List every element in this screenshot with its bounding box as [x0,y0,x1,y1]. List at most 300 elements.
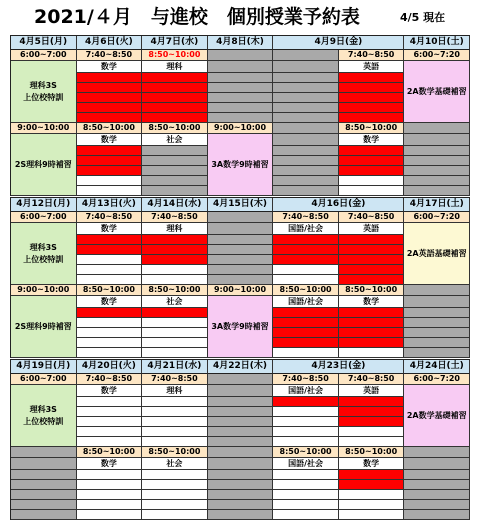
date-label: 4月12日(月) [16,199,71,209]
date-header [77,36,143,50]
slot-reserved [273,235,339,245]
special-class-label: 上位校特訓 [23,92,64,102]
slot-reserved [339,470,405,480]
slot-open [77,176,143,186]
slot-open [142,265,208,275]
subject-cell [142,296,208,308]
slot-reserved [339,245,405,255]
time-label: 7:40~8:50 [282,374,329,383]
slot-reserved [77,156,143,166]
closed-cell [404,510,470,520]
slot-reserved [339,318,405,328]
slot-reserved [339,407,405,417]
closed-cell [273,166,339,176]
subject-cell [273,458,339,470]
special-class-label: 2A英語基礎補習 [406,248,467,258]
closed-cell [208,93,274,103]
date-header [11,360,77,374]
special-class-label: 2S理科9時補習 [14,321,72,331]
closed-cell [404,296,470,308]
slot-reserved [339,275,405,285]
slot-open [142,427,208,437]
date-header [11,198,77,212]
time-cell [11,50,77,61]
time-label: 7:40~8:50 [347,374,395,383]
time-cell [77,123,143,134]
slot-open [273,510,339,520]
slot-open [273,427,339,437]
weekly-schedule [10,35,470,520]
subject-label: 国語/社会 [288,296,324,306]
time-cell [404,212,470,223]
time-cell [11,285,77,296]
special-class-label: 理科3S [29,80,57,90]
week-grid [10,35,470,196]
closed-cell [11,490,77,500]
week-grid [10,197,470,358]
date-label: 4月19日(月) [16,361,71,371]
slot-reserved [339,265,405,275]
slot-reserved [339,103,405,113]
subject-label: 英語 [363,223,380,233]
slot-open [77,470,143,480]
closed-cell [208,417,274,427]
subject-cell [142,134,208,146]
special-class-cell [208,134,274,196]
subject-label: 国語/社会 [288,385,324,395]
slot-open [273,348,339,358]
date-header [208,360,274,374]
closed-cell [208,223,274,235]
date-label: 4月8日(木) [216,37,264,47]
slot-reserved [339,166,405,176]
special-class-label: 3A数学9時補習 [211,321,269,331]
slot-reserved [77,308,143,318]
slot-reserved [273,328,339,338]
time-label: 8:50~10:00 [279,285,332,294]
date-label: 4月15日(木) [212,199,267,209]
closed-cell [404,308,470,318]
time-cell [339,212,405,223]
slot-open [77,500,143,510]
closed-cell [208,235,274,245]
subject-label: 国語/社会 [288,223,324,233]
slot-open [339,490,405,500]
slot-open [142,348,208,358]
slot-open [77,318,143,328]
time-label: 7:40~8:50 [85,374,133,383]
time-label: 7:40~8:50 [151,374,198,383]
date-header [273,36,404,50]
slot-reserved [339,417,405,427]
closed-cell [208,447,274,458]
time-cell [142,374,208,385]
subject-label: 数学 [100,458,117,468]
closed-cell [208,265,274,275]
subject-label: 英語 [363,385,380,395]
page-title: 2021/４月 与進校 個別授業予約表 [34,6,360,28]
special-class-cell [208,296,274,358]
slot-open [142,437,208,447]
slot-reserved [273,255,339,265]
time-label: 6:00~7:20 [413,374,460,383]
closed-cell [404,490,470,500]
slot-open [142,338,208,348]
slot-open [339,510,405,520]
closed-cell [208,510,274,520]
slot-open [142,328,208,338]
slot-reserved [77,73,143,83]
slot-reserved [339,397,405,407]
slot-closed [142,156,208,166]
slot-reserved [142,255,208,265]
time-cell [208,285,274,296]
time-cell [11,374,77,385]
slot-reserved [339,146,405,156]
slot-open [142,397,208,407]
closed-cell [404,338,470,348]
closed-cell [273,156,339,166]
slot-open [77,348,143,358]
subject-cell [142,61,208,73]
subject-label: 数学 [100,61,117,71]
closed-cell [208,103,274,113]
closed-cell [208,50,274,61]
time-label: 7:40~8:50 [282,212,329,221]
time-cell [142,447,208,458]
date-header [273,198,404,212]
time-label: 9:00~10:00 [17,123,70,132]
subject-cell [77,61,143,73]
special-class-label: 2S理科9時補習 [14,159,72,169]
closed-cell [208,480,274,490]
closed-cell [208,427,274,437]
slot-closed [142,176,208,186]
slot-reserved [339,338,405,348]
week-grid [10,359,470,520]
closed-cell [404,480,470,490]
closed-cell [273,83,339,93]
closed-cell [208,83,274,93]
closed-cell [208,407,274,417]
date-label: 4月21日(水) [147,361,202,371]
special-class-label: 理科3S [29,242,57,252]
subject-cell [339,458,405,470]
closed-cell [208,437,274,447]
closed-cell [404,285,470,296]
subject-cell [77,385,143,397]
closed-cell [273,50,339,61]
subject-cell [273,385,339,397]
date-label: 4月7日(水) [150,37,199,47]
closed-cell [404,146,470,156]
slot-reserved [339,255,405,265]
time-label: 7:40~8:50 [151,212,198,221]
slot-open [77,417,143,427]
subject-label: 数学 [363,134,380,144]
slot-open [339,348,405,358]
closed-cell [208,61,274,73]
slot-reserved [273,397,339,407]
time-cell [77,50,143,61]
closed-cell [208,374,274,385]
subject-label: 社会 [166,458,183,468]
subject-cell [142,458,208,470]
closed-cell [273,61,339,73]
slot-reserved [339,235,405,245]
date-header [208,36,274,50]
subject-label: 理科 [166,223,183,233]
special-class-cell [11,296,77,358]
slot-open [339,437,405,447]
slot-reserved [77,146,143,156]
time-cell [77,374,143,385]
slot-open [142,470,208,480]
time-cell [404,374,470,385]
closed-cell [208,458,274,470]
time-cell [273,374,339,385]
time-cell [77,212,143,223]
slot-open [77,397,143,407]
time-cell [11,212,77,223]
slot-open [273,407,339,417]
slot-reserved [339,83,405,93]
subject-cell [339,296,405,308]
time-label: 8:50~10:00 [345,285,398,294]
slot-open [273,470,339,480]
date-header [404,198,470,212]
slot-open [77,437,143,447]
date-label: 4月5日(月) [19,37,68,47]
slot-open [77,480,143,490]
subject-label: 数学 [100,385,117,395]
date-label: 4月13日(火) [81,199,136,209]
special-class-cell [404,61,470,123]
time-cell [142,123,208,134]
special-class-label: 上位校特訓 [23,416,64,426]
slot-reserved [339,93,405,103]
time-cell [142,50,208,61]
slot-reserved [77,235,143,245]
subject-cell [77,134,143,146]
time-cell [77,285,143,296]
date-label: 4月9日(金) [314,37,363,47]
time-label: 7:40~8:50 [85,50,133,59]
subject-label: 社会 [166,134,183,144]
subject-label: 社会 [166,296,183,306]
special-class-label: 2A数学基礎補習 [406,410,467,420]
time-label: 8:50~10:00 [82,285,135,294]
closed-cell [273,73,339,83]
subject-label: 国語/社会 [288,458,324,468]
date-header [77,360,143,374]
as-of-date: 4/5 現在 [400,11,446,24]
date-header [273,360,404,374]
closed-cell [404,318,470,328]
time-cell [339,123,405,134]
slot-reserved [142,103,208,113]
special-class-label: 上位校特訓 [23,254,64,264]
slot-open [142,500,208,510]
time-cell [273,447,339,458]
slot-reserved [142,245,208,255]
closed-cell [404,134,470,146]
subject-label: 数学 [100,223,117,233]
date-header [142,198,208,212]
time-label: 9:00~10:00 [17,285,70,294]
closed-cell [404,123,470,134]
slot-open [77,427,143,437]
closed-cell [273,176,339,186]
time-label: 8:50~10:00 [279,447,332,456]
closed-cell [404,470,470,480]
date-label: 4月16日(金) [311,199,366,209]
date-header [208,198,274,212]
slot-reserved [77,93,143,103]
time-label: 7:40~8:50 [85,212,133,221]
subject-cell [339,61,405,73]
time-label: 7:40~8:50 [347,50,395,59]
slot-open [77,407,143,417]
slot-reserved [77,113,143,123]
closed-cell [208,385,274,397]
slot-reserved [142,113,208,123]
slot-reserved [339,156,405,166]
time-cell [404,50,470,61]
slot-open [77,265,143,275]
slot-open [77,328,143,338]
time-label: 6:00~7:20 [413,212,460,221]
closed-cell [404,176,470,186]
date-label: 4月24日(土) [409,361,464,371]
closed-cell [273,134,339,146]
time-label: 8:50~10:00 [82,447,135,456]
slot-closed [142,186,208,196]
subject-cell [273,223,339,235]
closed-cell [404,328,470,338]
slot-reserved [142,308,208,318]
closed-cell [208,470,274,480]
subject-cell [339,223,405,235]
time-label: 9:00~10:00 [213,285,267,294]
subject-label: 数学 [363,296,380,306]
slot-open [142,407,208,417]
slot-open [142,417,208,427]
slot-open [273,275,339,285]
time-cell [339,285,405,296]
slot-reserved [273,338,339,348]
time-cell [273,285,339,296]
slot-open [339,500,405,510]
subject-label: 理科 [166,61,183,71]
date-header [404,360,470,374]
time-label: 8:50~10:00 [82,123,135,132]
closed-cell [273,93,339,103]
subject-label: 数学 [363,458,380,468]
closed-cell [208,500,274,510]
slot-reserved [142,73,208,83]
date-label: 4月23日(金) [311,361,366,371]
closed-cell [11,510,77,520]
special-class-label: 3A数学9時補習 [211,159,269,169]
subject-cell [339,134,405,146]
time-label: 8:50~10:00 [148,447,201,456]
closed-cell [208,255,274,265]
time-cell [339,374,405,385]
slot-reserved [339,308,405,318]
time-label: 6:00~7:00 [20,50,67,59]
date-header [142,360,208,374]
slot-reserved [339,113,405,123]
subject-label: 英語 [363,61,380,71]
closed-cell [11,447,77,458]
time-label: 8:50~10:00 [345,123,398,132]
slot-reserved [273,245,339,255]
slot-open [77,338,143,348]
date-header [11,36,77,50]
closed-cell [404,156,470,166]
special-class-cell [404,223,470,285]
time-label: 9:00~10:00 [213,123,267,132]
closed-cell [11,500,77,510]
slot-open [339,427,405,437]
slot-open [77,510,143,520]
time-cell [77,447,143,458]
slot-reserved [339,480,405,490]
slot-closed [142,146,208,156]
date-label: 4月22日(木) [212,361,267,371]
subject-label: 数学 [100,134,117,144]
closed-cell [404,458,470,470]
subject-cell [77,223,143,235]
slot-open [142,510,208,520]
special-class-label: 理科3S [29,404,57,414]
slot-open [77,255,143,265]
subject-cell [77,296,143,308]
closed-cell [404,166,470,176]
closed-cell [11,480,77,490]
time-label: 6:00~7:00 [20,212,67,221]
date-label: 4月17日(土) [409,199,464,209]
closed-cell [404,186,470,196]
time-cell [273,212,339,223]
special-class-label: 2A数学基礎補習 [406,86,467,96]
subject-cell [142,223,208,235]
slot-reserved [339,328,405,338]
slot-reserved [142,235,208,245]
slot-open [273,437,339,447]
special-class-cell [11,61,77,123]
date-header [404,36,470,50]
slot-open [77,275,143,285]
time-label: 8:50~10:00 [148,285,201,294]
time-cell [142,212,208,223]
slot-open [273,417,339,427]
subject-label: 理科 [166,385,183,395]
closed-cell [208,490,274,500]
slot-open [77,186,143,196]
time-cell [11,123,77,134]
subject-cell [273,296,339,308]
closed-cell [208,73,274,83]
closed-cell [273,113,339,123]
slot-open [142,480,208,490]
date-header [77,198,143,212]
subject-label: 数学 [100,296,117,306]
date-label: 4月14日(水) [147,199,202,209]
subject-cell [77,458,143,470]
slot-open [273,490,339,500]
